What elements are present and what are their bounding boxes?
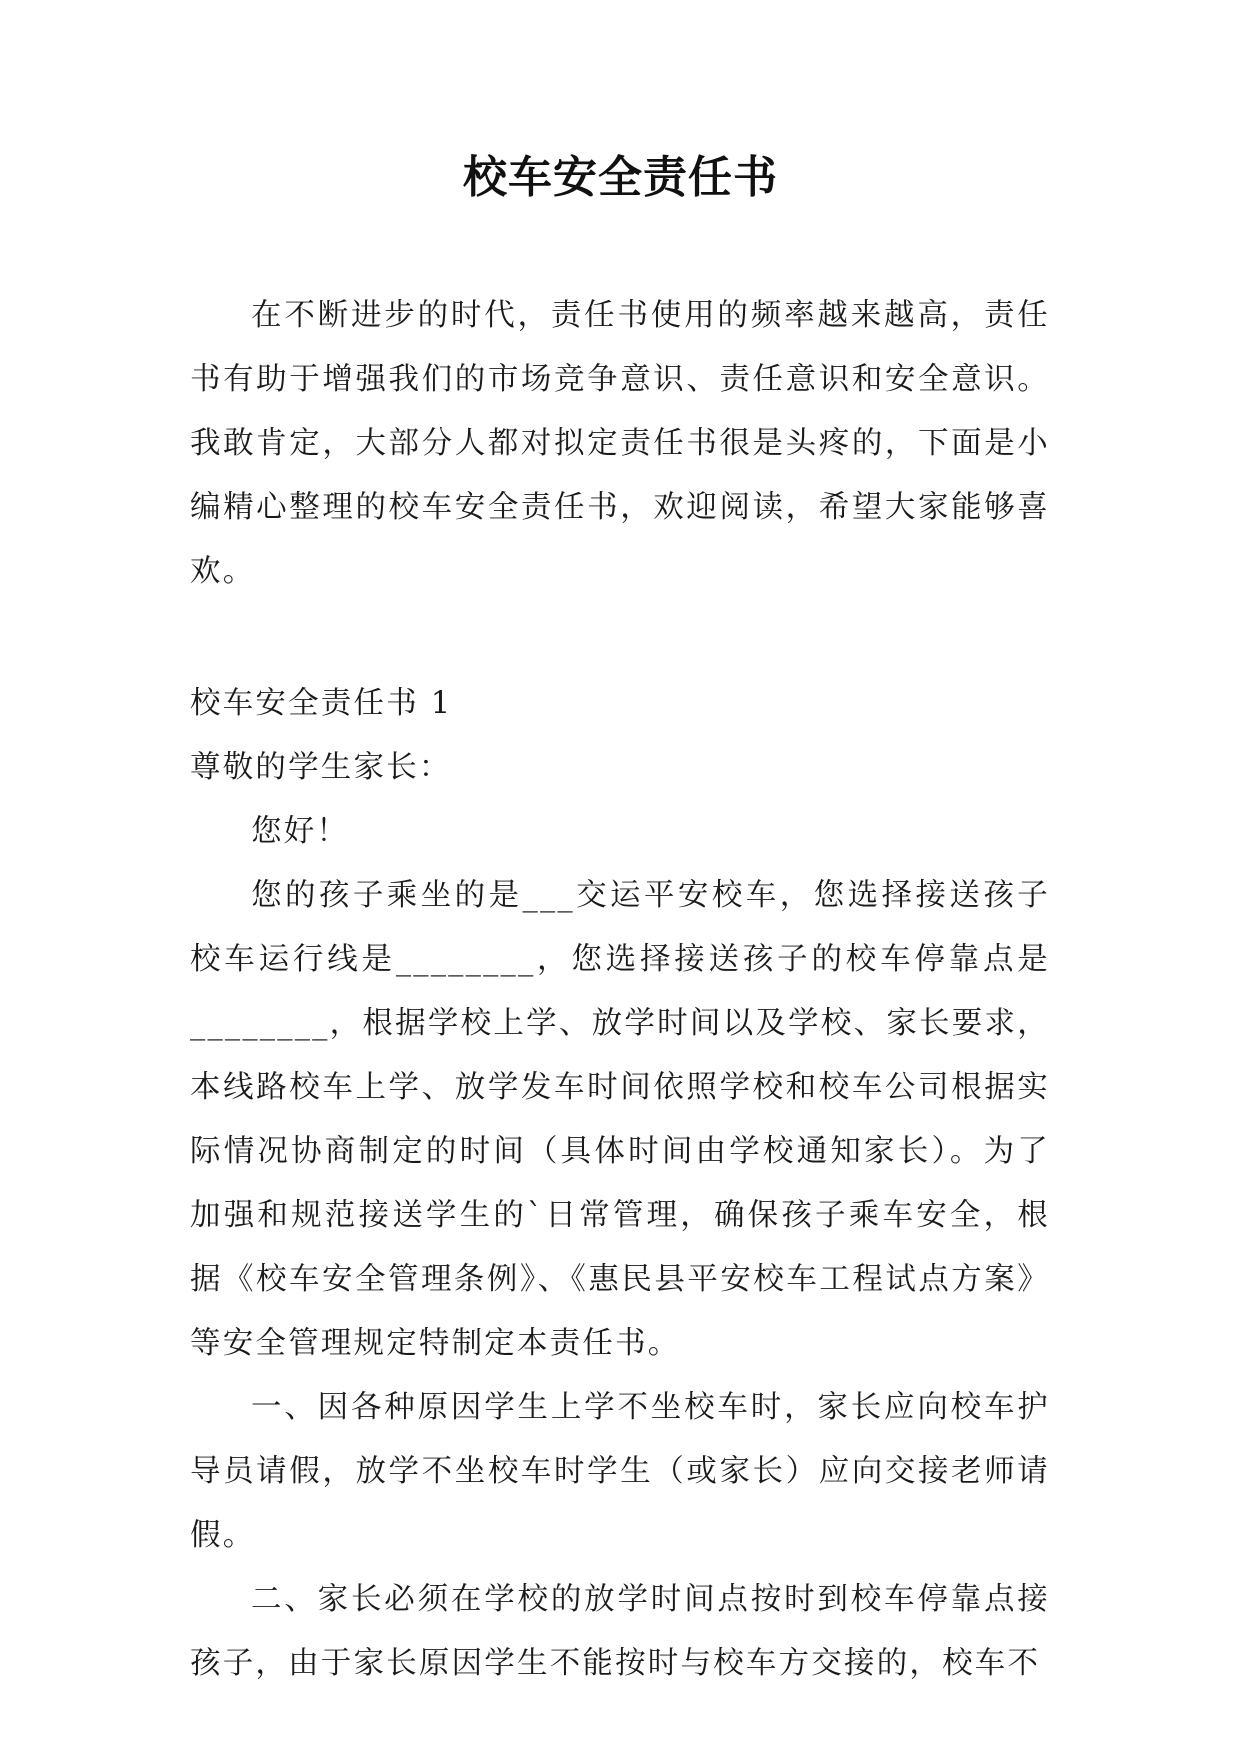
document-title: 校车安全责任书 <box>463 152 778 203</box>
greeting: 您好！ <box>251 814 350 849</box>
body-paragraph: 您的孩子乘坐的是___交运平安校车，您选择接送孩子校车运行线是________，您选择接送孩子的校车停靠点是________，根据学校上学、放学时间以及学校、家长要求，本线路校车上学、放学发车时间依照学校和校车公司根据实际情况协商制定的时间（具体时间由学校通知家长）。为了加强和规范接送学生的`日常管理，确保孩子乘车安全，根据《校车安全管理条例》、《惠民县平安校车工程试点方案》等安全管理规定特制定本责任书。 <box>190 878 1050 1361</box>
body-paragraph: 二、家长必须在学校的放学时间点按时到校车停靠点接孩子，由于家长原因学生不能按时与校车方交接的，校车不 <box>190 1582 1050 1681</box>
document-body <box>190 284 1050 1696</box>
body-paragraph: 一、因各种原因学生上学不坐校车时，家长应向校车护导员请假，放学不坐校车时学生（或家长）应向交接老师请假。 <box>190 1390 1050 1553</box>
salutation: 尊敬的学生家长： <box>190 750 452 785</box>
section-title: 校车安全责任书 1 <box>190 686 453 721</box>
intro-paragraph: 在不断进步的时代，责任书使用的频率越来越高，责任书有助于增强我们的市场竞争意识、责任意识和安全意识。我敢肯定，大部分人都对拟定责任书很是头疼的，下面是小编精心整理的校车安全责任书，欢迎阅读，希望大家能够喜欢。 <box>190 298 1050 589</box>
paragraph-spacer <box>190 604 1050 672</box>
